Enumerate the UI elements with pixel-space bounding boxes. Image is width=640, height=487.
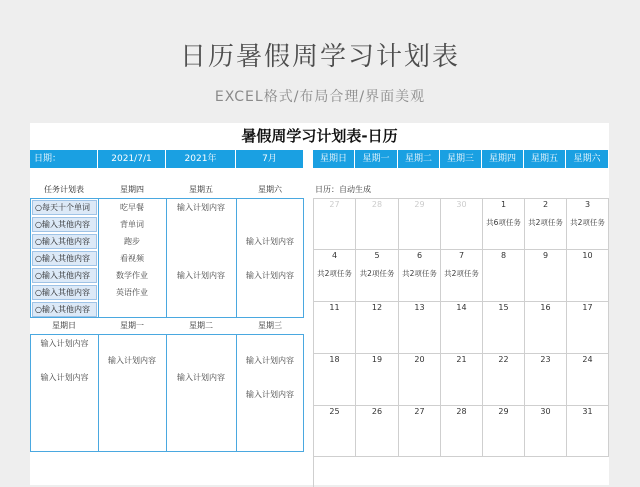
plan-item[interactable]: 输入计划内容 (108, 356, 156, 365)
date-label: 日期： (30, 150, 98, 168)
calendar-day-number: 27 (329, 200, 340, 209)
year-value[interactable]: 2021年 (166, 150, 236, 168)
plan-item[interactable]: 输入计划内容 (177, 373, 225, 382)
calendar-day-number: 16 (540, 303, 551, 312)
calendar-day-number: 17 (582, 303, 593, 312)
calendar-day-cell[interactable] (314, 354, 356, 406)
task-item[interactable]: ○输入其他内容 (32, 217, 97, 232)
month-value[interactable]: 7月 (236, 150, 304, 168)
weekday-header: 星期三 (440, 150, 482, 168)
calendar-day-number: 15 (498, 303, 509, 312)
calendar-day-number: 2 (542, 200, 549, 209)
calendar-day-number: 11 (329, 303, 340, 312)
calendar-day-cell[interactable] (399, 199, 441, 250)
upper-plan-table (30, 198, 304, 318)
sheet-title: 暑假周学习计划表-日历 (241, 127, 398, 145)
calendar-day-number: 25 (329, 407, 340, 416)
calendar-day-number: 21 (456, 355, 467, 364)
weekday-header: 星期五 (524, 150, 566, 168)
task-item[interactable]: ○每天十个单词 (32, 200, 97, 215)
calendar-day-cell[interactable] (399, 302, 441, 354)
friday-header: 星期五 (189, 185, 213, 194)
calendar-task-count: 共2项任务 (444, 269, 479, 278)
saturday-header: 星期六 (258, 185, 282, 194)
date-header-bar (30, 150, 304, 168)
calendar-task-count: 共2项任务 (402, 269, 437, 278)
calendar-day-cell[interactable] (483, 250, 525, 302)
calendar-day-cell[interactable] (441, 354, 483, 406)
plan-item[interactable]: 输入计划内容 (246, 356, 294, 365)
calendar-note: 日历：自动生成 (315, 185, 371, 194)
calendar-day-cell[interactable] (567, 250, 609, 302)
calendar-grid (313, 198, 609, 487)
calendar-day-cell[interactable] (525, 199, 567, 250)
calendar-day-number: 8 (500, 251, 507, 260)
calendar-day-number: 19 (371, 355, 383, 364)
thursday-header: 星期四 (120, 185, 144, 194)
task-plan-header: 任务计划表 (44, 185, 84, 194)
calendar-day-cell[interactable] (356, 250, 399, 302)
task-item[interactable]: ○输入其他内容 (32, 251, 97, 266)
plan-item[interactable]: 输入计划内容 (177, 203, 225, 212)
calendar-day-number: 9 (542, 251, 549, 260)
calendar-day-cell[interactable] (483, 354, 525, 406)
calendar-task-count: 共6项任务 (486, 218, 521, 227)
plan-item[interactable]: 输入计划内容 (246, 237, 294, 246)
calendar-day-number: 4 (331, 251, 338, 260)
page-subtitle: EXCEL格式/布局合理/界面美观 (214, 89, 426, 105)
calendar-day-cell[interactable] (441, 250, 483, 302)
sunday-header: 星期日 (52, 321, 76, 330)
calendar-task-count: 共2项任务 (570, 218, 605, 227)
calendar-day-cell[interactable] (399, 250, 441, 302)
calendar-day-cell[interactable] (483, 406, 525, 457)
calendar-day-number: 10 (582, 251, 593, 260)
calendar-day-number: 30 (540, 407, 551, 416)
weekday-header: 星期日 (313, 150, 355, 168)
calendar-day-cell[interactable] (525, 406, 567, 457)
calendar-day-number: 29 (414, 200, 425, 209)
calendar-day-number: 14 (456, 303, 467, 312)
calendar-day-cell[interactable] (525, 250, 567, 302)
task-item[interactable]: ○输入其他内容 (32, 234, 97, 249)
calendar-day-number: 6 (416, 251, 423, 260)
plan-item[interactable]: 英语作业 (116, 288, 148, 297)
plan-item[interactable]: 吃早餐 (120, 203, 144, 212)
calendar-day-number: 28 (456, 407, 467, 416)
calendar-day-cell[interactable] (314, 406, 356, 457)
calendar-day-number: 22 (498, 355, 509, 364)
calendar-day-cell[interactable] (567, 354, 609, 406)
calendar-day-cell[interactable] (356, 354, 399, 406)
calendar-day-cell[interactable] (399, 354, 441, 406)
calendar-day-number: 13 (414, 303, 425, 312)
calendar-day-cell[interactable] (356, 406, 399, 457)
calendar-day-number: 24 (582, 355, 593, 364)
calendar-task-count: 共2项任务 (528, 218, 563, 227)
calendar-day-cell[interactable] (483, 302, 525, 354)
calendar-day-cell[interactable] (567, 199, 609, 250)
plan-item[interactable]: 数学作业 (116, 271, 148, 280)
calendar-day-cell[interactable] (356, 302, 399, 354)
plan-item[interactable]: 背单词 (120, 220, 144, 229)
calendar-day-number: 26 (371, 407, 383, 416)
calendar-day-cell[interactable] (314, 250, 356, 302)
calendar-day-number: 1 (500, 200, 507, 209)
wednesday-header: 星期三 (258, 321, 282, 330)
weekday-header: 星期二 (398, 150, 440, 168)
calendar-task-count: 共2项任务 (317, 269, 352, 278)
calendar-day-cell[interactable] (314, 199, 356, 250)
weekday-header: 星期六 (566, 150, 609, 168)
calendar-day-number: 23 (540, 355, 551, 364)
calendar-day-number: 5 (374, 251, 380, 260)
weekday-header-bar (313, 150, 609, 168)
calendar-day-number: 18 (329, 355, 340, 364)
calendar-day-number: 28 (371, 200, 383, 209)
date-value[interactable]: 2021/7/1 (98, 150, 166, 168)
plan-item[interactable]: 输入计划内容 (177, 271, 225, 280)
plan-item[interactable]: 输入计划内容 (246, 271, 294, 280)
calendar-day-number: 31 (582, 407, 593, 416)
calendar-day-cell[interactable] (525, 354, 567, 406)
spreadsheet (30, 123, 609, 485)
calendar-day-cell[interactable] (567, 406, 609, 457)
calendar-day-cell[interactable] (483, 199, 525, 250)
calendar-day-cell[interactable] (441, 406, 483, 457)
task-item[interactable]: ○输入其他内容 (32, 285, 97, 300)
weekday-header: 星期一 (355, 150, 398, 168)
task-item[interactable]: ○输入其他内容 (32, 268, 97, 283)
calendar-day-cell[interactable] (356, 199, 399, 250)
page-title: 日历暑假周学习计划表 (179, 42, 460, 72)
calendar-day-number: 20 (414, 355, 425, 364)
calendar-day-number: 29 (498, 407, 509, 416)
plan-item[interactable]: 跑步 (124, 237, 140, 246)
lower-plan-table (30, 334, 304, 452)
calendar-day-number: 12 (371, 303, 383, 312)
weekday-header: 星期四 (482, 150, 524, 168)
plan-item[interactable]: 看视频 (120, 254, 144, 263)
calendar-day-cell[interactable] (399, 406, 441, 457)
plan-item[interactable]: 输入计划内容 (246, 390, 294, 399)
plan-item[interactable]: 输入计划内容 (40, 339, 89, 348)
calendar-day-number: 7 (458, 251, 465, 260)
monday-header: 星期一 (120, 321, 144, 330)
calendar-day-number: 30 (456, 200, 467, 209)
calendar-day-cell[interactable] (441, 199, 483, 250)
tuesday-header: 星期二 (189, 321, 213, 330)
calendar-day-cell[interactable] (567, 302, 609, 354)
calendar-task-count: 共2项任务 (359, 269, 395, 278)
plan-item[interactable]: 输入计划内容 (40, 373, 89, 382)
calendar-day-cell[interactable] (525, 302, 567, 354)
calendar-day-cell[interactable] (314, 302, 356, 354)
calendar-day-cell[interactable] (441, 302, 483, 354)
calendar-day-number: 3 (584, 200, 591, 209)
task-item[interactable]: ○输入其他内容 (32, 302, 97, 317)
calendar-day-number: 27 (414, 407, 425, 416)
